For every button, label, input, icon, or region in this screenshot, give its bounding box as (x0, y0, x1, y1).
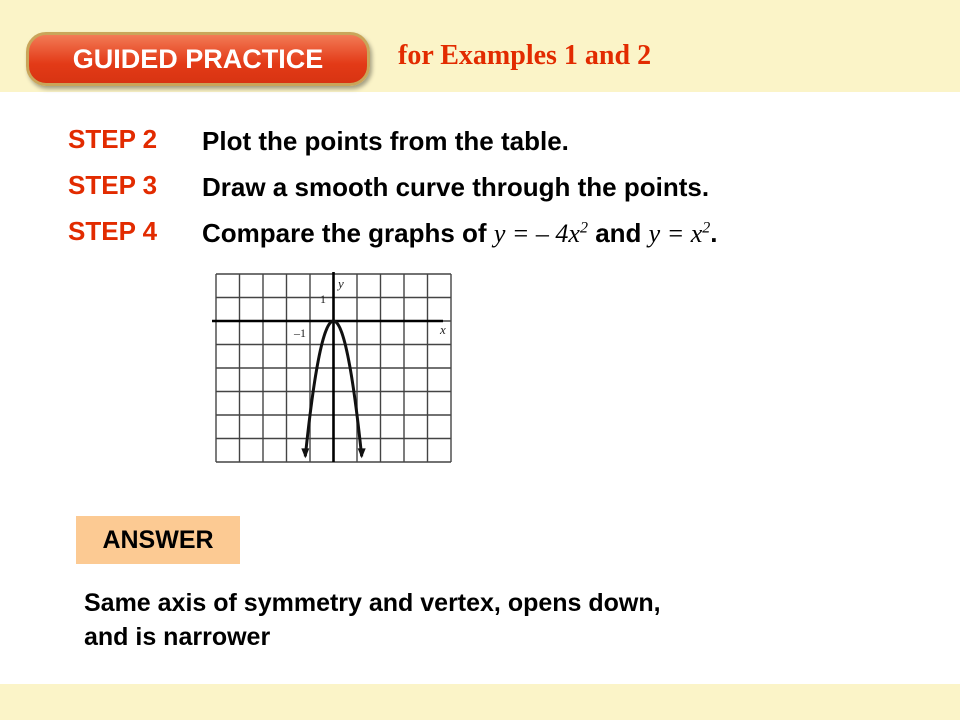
footer-band (0, 684, 960, 720)
equation-2: $y = x^2$ (648, 219, 711, 248)
x-axis-label: x (440, 322, 446, 337)
graph-axes (212, 272, 443, 462)
answer-line-2: and is narrower (84, 623, 271, 651)
y-axis-label: y (338, 276, 344, 291)
step-4-period: . (710, 218, 718, 248)
parabola-graph (200, 266, 470, 470)
step-4-joiner: and (595, 218, 642, 248)
step-4-label: STEP 4 (68, 216, 158, 246)
step-2-text: Plot the points from the table. (202, 126, 569, 156)
answer-label: ANSWER (76, 516, 240, 564)
answer-text (84, 586, 844, 654)
step-4-text (202, 218, 718, 249)
step-3-text: Draw a smooth curve through the points. (202, 172, 710, 202)
answer-line-1: Same axis of symmetry and vertex, opens down, (84, 589, 661, 617)
step-2-label: STEP 2 (68, 124, 158, 154)
step-4-prefix: Compare the graphs of (202, 218, 487, 248)
y-tick-label: 1 (320, 292, 326, 306)
step-3-label: STEP 3 (68, 170, 158, 200)
equation-1: y = – $4x^2$ (493, 219, 588, 248)
guided-practice-banner: GUIDED PRACTICE (26, 32, 370, 86)
x-tick-label: –1 (294, 326, 306, 340)
examples-subtitle: for Examples 1 and 2 (398, 40, 652, 71)
